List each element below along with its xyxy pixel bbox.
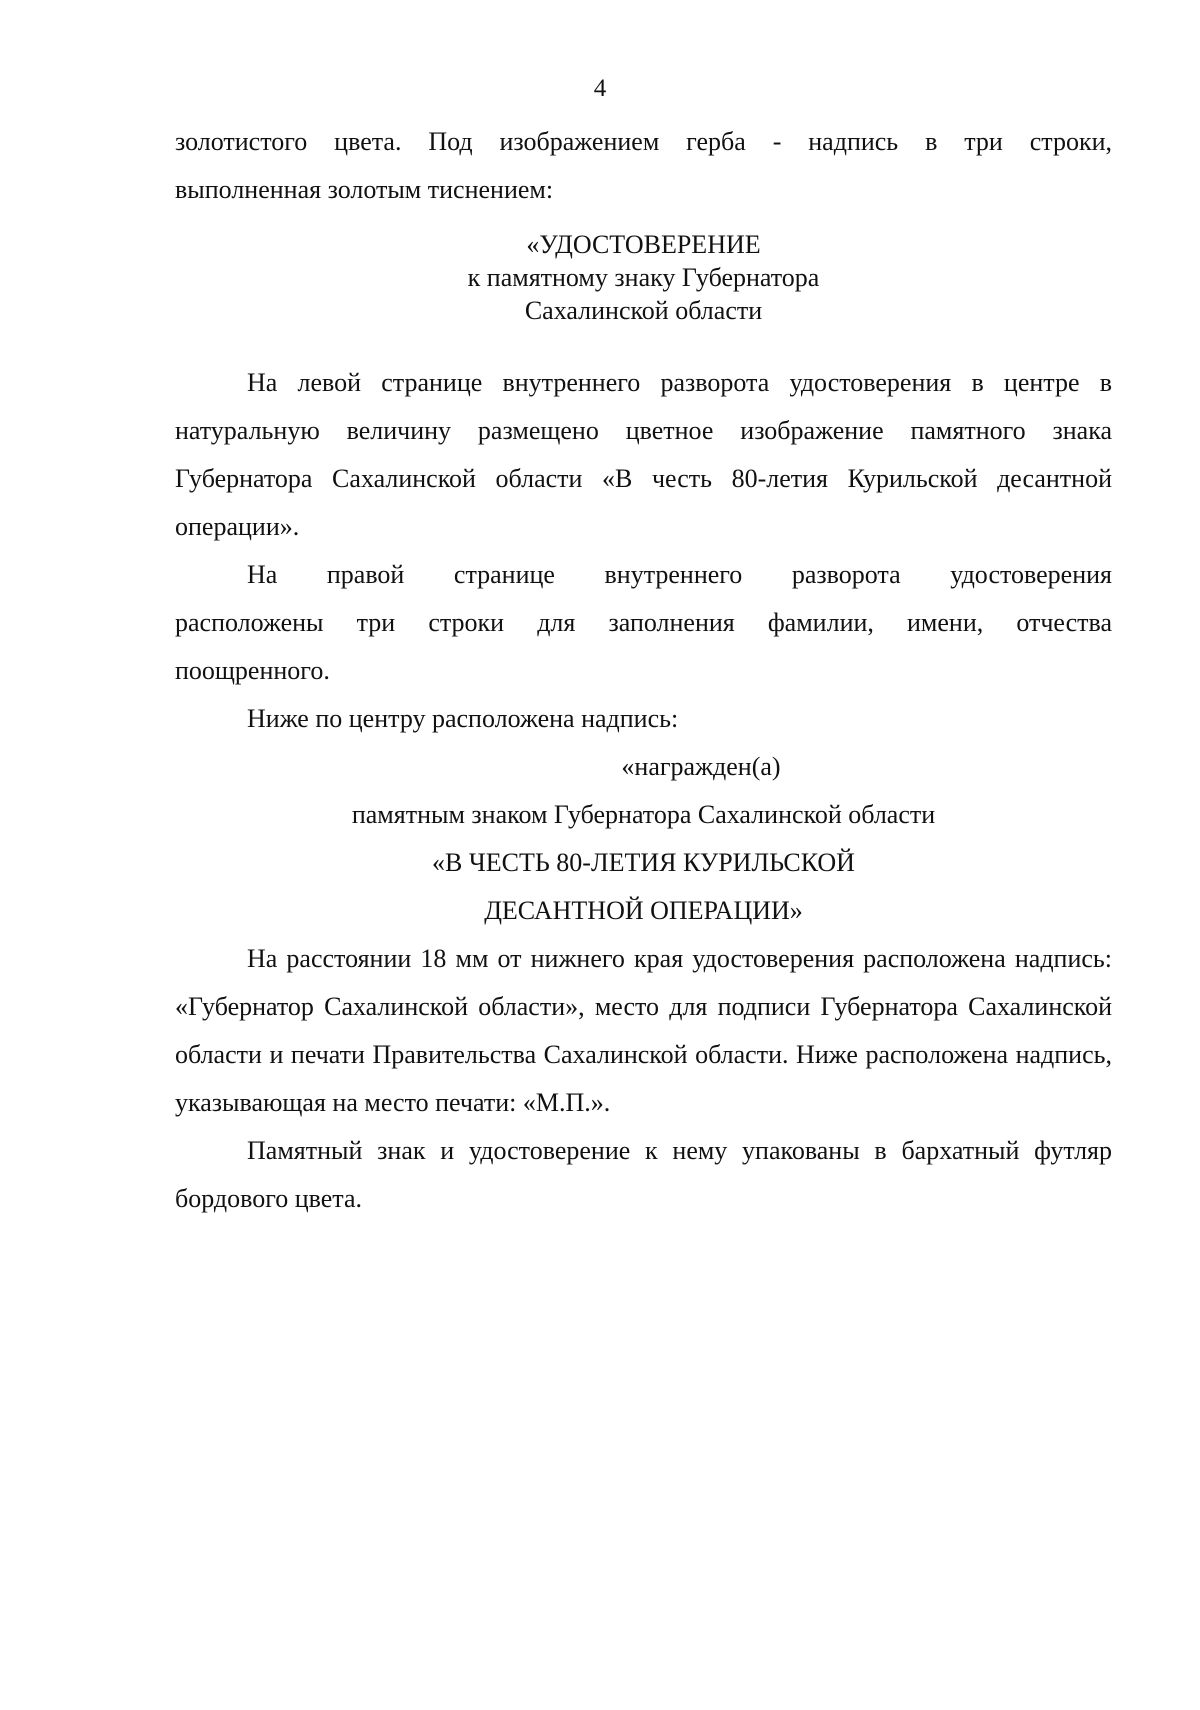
- paragraph-bottom-inscription: На расстоянии 18 мм от нижнего края удостоверения расположена надпись: «Губернатор Сахалинской области», место для подписи Губернатора Сахалинской области и печати Правительства Сахалинской области. Ниже расположена надпись, указывающая на место печати: «М.П.».: [175, 944, 1112, 1117]
- paragraph-right-page-line: поощренного.: [175, 656, 330, 685]
- document-body: [175, 118, 1112, 1223]
- award-line: «В ЧЕСТЬ 80-ЛЕТИЯ КУРИЛЬСКОЙ: [432, 848, 855, 877]
- certificate-title-line: к памятному знаку Губернатора: [467, 263, 820, 292]
- paragraph-right-page-line: На правой странице внутреннего разворота удостоверения: [247, 560, 1112, 589]
- award-inscription-block: [175, 743, 1112, 935]
- award-line: «награжден(а): [621, 752, 781, 781]
- page-number: 4: [593, 75, 607, 102]
- certificate-title-line: «УДОСТОВЕРЕНИЕ: [526, 230, 761, 259]
- certificate-title-block: [175, 228, 1112, 327]
- paragraph-left-page: На левой странице внутреннего разворота удостоверения в центре в натуральную величину размещено цветное изображение памятного знака Губернатора Сахалинской области «В честь 80-летия Курильской десантной операции».: [175, 368, 1112, 541]
- paragraph-case: Памятный знак и удостоверение к нему упакованы в бархатный футляр бордового цвета.: [175, 1136, 1112, 1213]
- paragraph-center-inscription: Ниже по центру расположена надпись:: [247, 704, 679, 733]
- award-line: памятным знаком Губернатора Сахалинской области: [351, 800, 936, 829]
- paragraph-line: выполненная золотым тиснением:: [175, 175, 554, 204]
- paragraph-line: золотистого цвета. Под изображением герба - надпись в три строки,: [175, 127, 1112, 156]
- award-line: ДЕСАНТНОЙ ОПЕРАЦИИ»: [484, 896, 803, 925]
- certificate-title-line: Сахалинской области: [524, 296, 763, 325]
- paragraph-right-page-line: расположены три строки для заполнения фамилии, имени, отчества: [175, 608, 1112, 637]
